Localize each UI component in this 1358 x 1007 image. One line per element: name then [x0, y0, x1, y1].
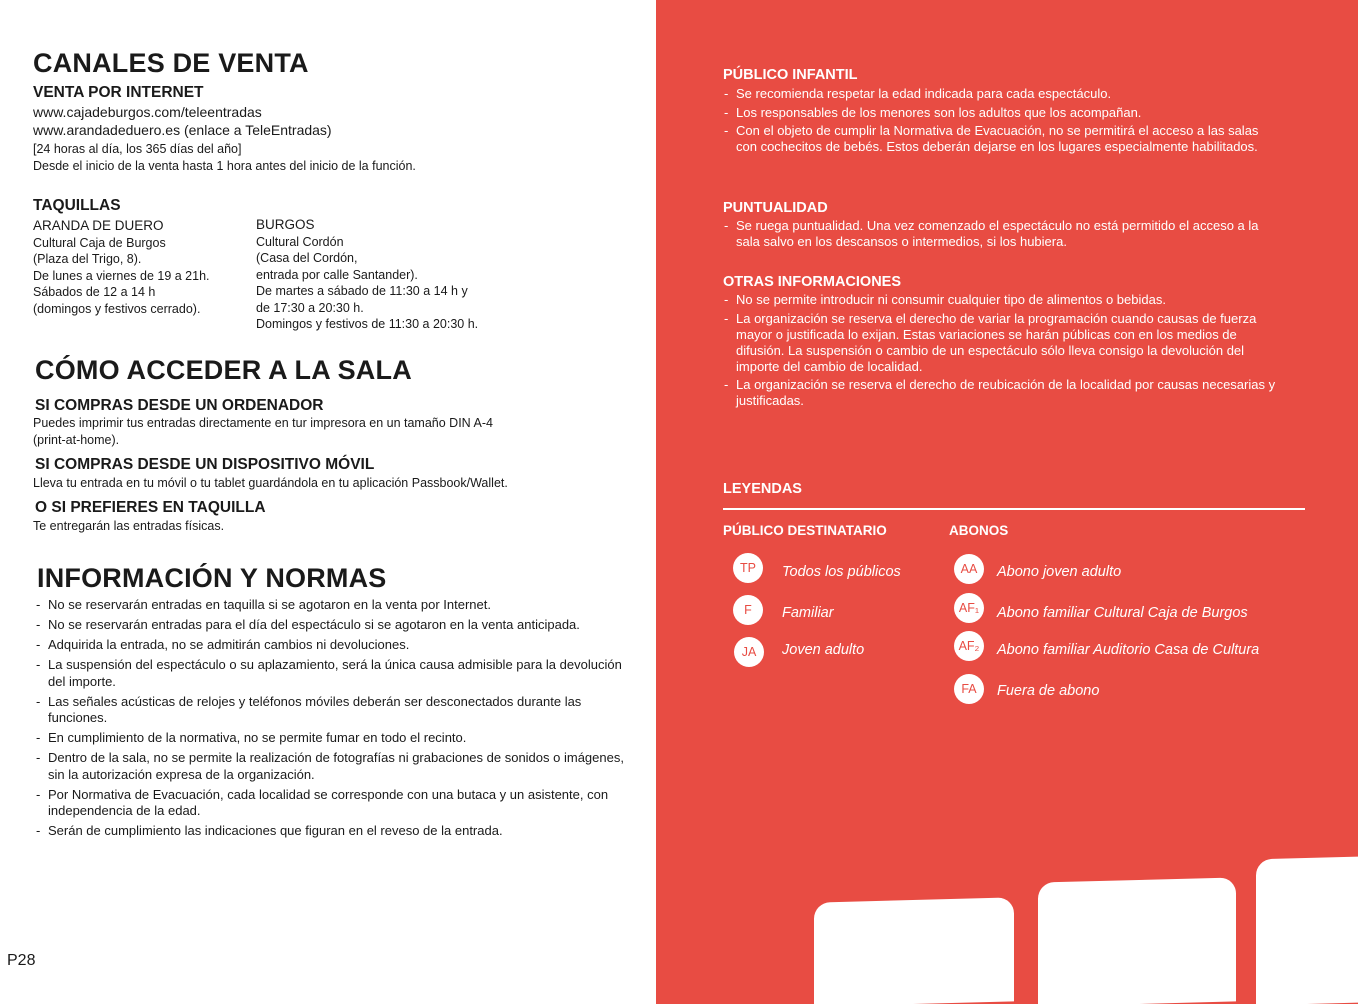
normas-list	[34, 597, 629, 843]
aranda-line: Sábados de 12 a 14 h	[33, 285, 156, 299]
publico-heading: PÚBLICO DESTINATARIO	[723, 523, 887, 538]
list-item: - La organización se reserva el derecho de variar la programación cuando causas de fuerza mayor o justificada lo exijan. Estas variaciones se harán públicas con en los medios de difusión. La suspensión o cambio de un espectáculo sólo lleva consigo la devolución del importe del cambio de localidad.	[722, 311, 1282, 375]
seat-shape	[1256, 857, 1358, 1006]
list-item: - La organización se reserva el derecho de reubicación de la localidad por causas necesarias y justificadas.	[722, 377, 1282, 409]
legend-label-af2: Abono familiar Auditorio Casa de Cultura	[997, 642, 1260, 658]
legend-label-fa: Fuera de abono	[997, 683, 1100, 699]
burgos-line: (Casa del Cordón,	[256, 251, 358, 265]
badge-f: F	[733, 595, 763, 625]
list-item: - Con el objeto de cumplir la Normativa de Evacuación, no se permitirá el acceso a las salas con cochecitos de bebés. Estos deberán dejarse en los lugares especialmente habilitados.	[722, 123, 1282, 155]
list-item: - Dentro de la sala, no se permite la realización de fotografías ni grabaciones de sonidos o imágenes, sin la autorización expresa de la organización.	[34, 750, 629, 783]
infantil-heading: PÚBLICO INFANTIL	[723, 67, 858, 83]
normas-title: INFORMACIÓN Y NORMAS	[37, 563, 387, 593]
list-item: - Serán de cumplimiento las indicaciones que figuran en el reveso de la entrada.	[34, 823, 629, 840]
badge-ja: JA	[734, 637, 764, 667]
page-number: P28	[7, 952, 36, 969]
movil-heading: SI COMPRAS DESDE UN DISPOSITIVO MÓVIL	[35, 456, 375, 473]
aranda-line: (domingos y festivos cerrado).	[33, 301, 201, 316]
legend-label-f: Familiar	[782, 605, 834, 621]
right-panel	[656, 0, 1358, 1004]
list-item: - La suspensión del espectáculo o su aplazamiento, será la única causa admisible para la devolución del importe.	[34, 657, 629, 690]
taquilla-text: Te entregarán las entradas físicas.	[33, 519, 225, 533]
burgos-line: de 17:30 a 20:30 h.	[256, 300, 364, 315]
ordenador-heading: SI COMPRAS DESDE UN ORDENADOR	[35, 397, 324, 414]
url-arandadeduero[interactable]: www.arandadeduero.es (enlace a TeleEntradas)	[33, 122, 332, 138]
list-item: - Adquirida la entrada, no se admitirán cambios ni devoluciones.	[34, 637, 629, 654]
badge-tp: TP	[733, 553, 763, 583]
sale-note: Desde el inicio de la venta hasta 1 hora antes del inicio de la función.	[33, 159, 416, 173]
aranda-line: (Plaza del Trigo, 8).	[33, 252, 142, 266]
sale-hours: [24 horas al día, los 365 días del año]	[33, 142, 242, 156]
otras-list	[722, 292, 1282, 412]
badge-af1: AF₁	[954, 593, 984, 623]
seat-shape	[814, 897, 1014, 1006]
aranda-line: De lunes a viernes de 19 a 21h.	[33, 268, 210, 283]
taquillas-heading: TAQUILLAS	[33, 197, 121, 214]
aranda-title: ARANDA DE DUERO	[33, 218, 164, 233]
seat-shape	[1038, 877, 1236, 1006]
legend-label-ja: Joven adulto	[782, 642, 865, 658]
badge-aa: AA	[954, 554, 984, 584]
leyendas-heading: LEYENDAS	[723, 481, 802, 497]
burgos-line: entrada por calle Santander).	[256, 267, 418, 282]
list-item: - Los responsables de los menores son los adultos que los acompañan.	[722, 105, 1282, 121]
badge-fa: FA	[954, 674, 984, 704]
badge-af2: AF₂	[954, 631, 984, 661]
burgos-line: Cultural Cordón	[256, 234, 344, 249]
burgos-block	[256, 217, 526, 333]
internet-heading: VENTA POR INTERNET	[33, 84, 204, 101]
puntualidad-heading: PUNTUALIDAD	[723, 200, 828, 216]
list-item: - Las señales acústicas de relojes y teléfonos móviles deberán ser desconectados durante las funciones.	[34, 694, 629, 727]
puntualidad-list	[722, 218, 1282, 253]
leyendas-divider	[723, 508, 1305, 510]
list-item: - No se permite introducir ni consumir cualquier tipo de alimentos o bebidas.	[722, 292, 1282, 308]
list-item: - Por Normativa de Evacuación, cada localidad se corresponde con una butaca y un asistente, con independencia de la edad.	[34, 787, 629, 820]
list-item: - Se recomienda respetar la edad indicada para cada espectáculo.	[722, 86, 1282, 102]
ordenador-text-2: (print-at-home).	[33, 433, 120, 447]
legend-label-tp: Todos los públicos	[782, 564, 901, 580]
infantil-list	[722, 86, 1282, 158]
url-cajadeburgos[interactable]: www.cajadeburgos.com/teleentradas	[33, 104, 262, 120]
acceder-title: CÓMO ACCEDER A LA SALA	[35, 355, 412, 385]
burgos-title: BURGOS	[256, 217, 315, 232]
ordenador-text-1: Puedes imprimir tus entradas directamente en tur impresora en un tamaño DIN A-4	[33, 416, 493, 430]
movil-text: Lleva tu entrada en tu móvil o tu tablet guardándola en tu aplicación Passbook/Wallet.	[33, 476, 508, 490]
list-item: - En cumplimiento de la normativa, no se permite fumar en todo el recinto.	[34, 730, 629, 747]
list-item: - No se reservarán entradas en taquilla si se agotaron en la venta por Internet.	[34, 597, 629, 614]
burgos-line: De martes a sábado de 11:30 a 14 h y	[256, 284, 468, 298]
otras-heading: OTRAS INFORMACIONES	[723, 274, 902, 290]
list-item: - No se reservarán entradas para el día del espectáculo si se agotaron en la venta anticipada.	[34, 617, 629, 634]
abonos-heading: ABONOS	[949, 523, 1009, 538]
aranda-block	[33, 218, 248, 317]
burgos-line: Domingos y festivos de 11:30 a 20:30 h.	[256, 317, 479, 331]
canales-title: CANALES DE VENTA	[33, 48, 309, 78]
legend-label-af1: Abono familiar Cultural Caja de Burgos	[997, 605, 1248, 621]
list-item: - Se ruega puntualidad. Una vez comenzado el espectáculo no está permitido el acceso a la sala salvo en los descansos o intermedios, si los hubiera.	[722, 218, 1282, 250]
aranda-line: Cultural Caja de Burgos	[33, 235, 166, 250]
taquilla-heading: O SI PREFIERES EN TAQUILLA	[35, 499, 266, 516]
legend-label-aa: Abono joven adulto	[997, 564, 1122, 580]
